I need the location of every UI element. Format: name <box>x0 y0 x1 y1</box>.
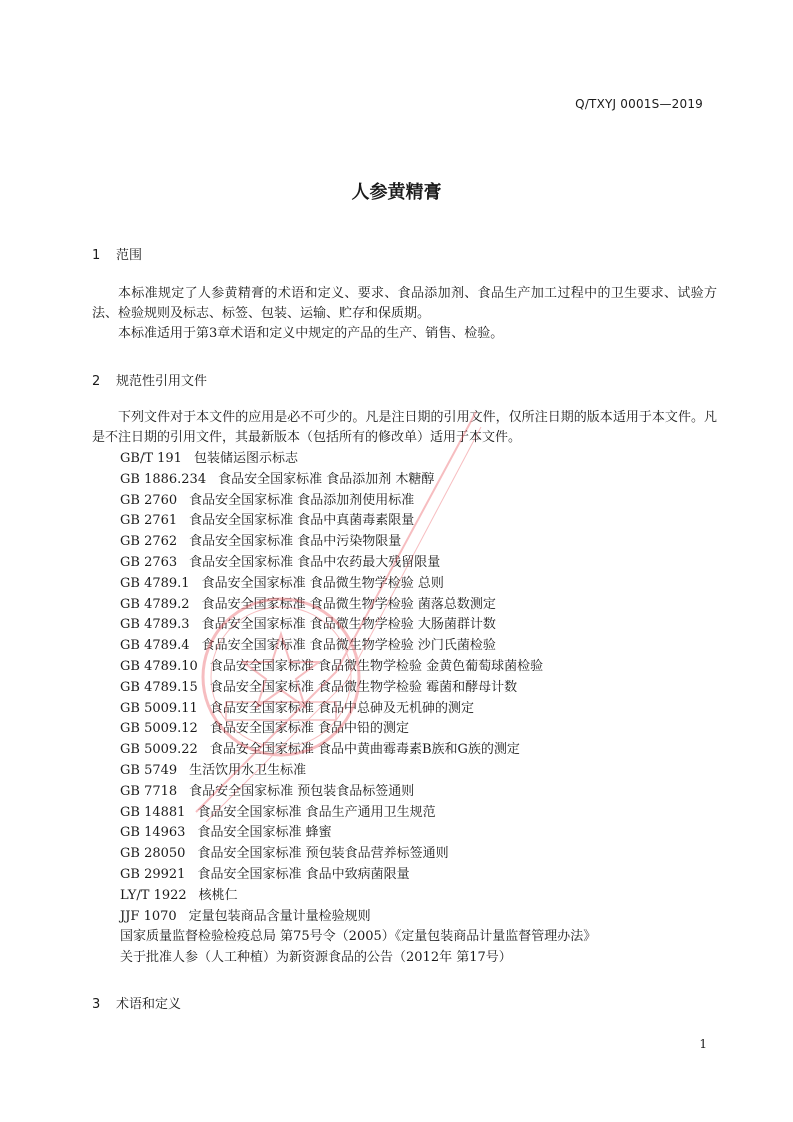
reference-title: 食品安全国家标准 预包装食品营养标签通则 <box>197 846 449 862</box>
reference-item <box>120 719 596 740</box>
reference-item <box>120 636 596 657</box>
reference-code: GB 4789.10 <box>120 658 198 674</box>
section-number: 1 <box>92 248 101 263</box>
reference-item <box>120 948 596 969</box>
standard-code: Q/TXYJ 0001S—2019 <box>575 97 703 111</box>
reference-item <box>120 615 596 636</box>
reference-code: GB 4789.3 <box>120 617 190 633</box>
reference-list <box>120 449 596 969</box>
section-title: 术语和定义 <box>116 997 182 1012</box>
reference-item <box>120 595 596 616</box>
reference-code: LY/T 1922 <box>120 887 187 903</box>
page-number: 1 <box>699 1037 707 1051</box>
reference-code: GB 7718 <box>120 783 178 799</box>
reference-title: 关于批准人参（人工种植）为新资源食品的公告（2012年 第17号） <box>120 950 512 966</box>
section-title: 范围 <box>116 248 143 263</box>
reference-code: GB 14963 <box>120 825 186 841</box>
reference-item <box>120 553 596 574</box>
reference-item <box>120 803 596 824</box>
reference-code: GB 5009.11 <box>120 700 198 716</box>
scope-paragraph-2: 本标准适用于第3章术语和定义中规定的产品的生产、销售、检验。 <box>118 326 504 341</box>
reference-title: 食品安全国家标准 食品微生物学检验 大肠菌群计数 <box>201 617 496 633</box>
reference-item <box>120 782 596 803</box>
reference-code: GB 4789.2 <box>120 596 190 612</box>
reference-title: 食品安全国家标准 食品中农药最大残留限量 <box>189 554 441 570</box>
section-title: 规范性引用文件 <box>116 374 208 389</box>
reference-item <box>120 678 596 699</box>
reference-title: 食品安全国家标准 食品中致病菌限量 <box>197 866 410 882</box>
reference-item <box>120 844 596 865</box>
reference-item <box>120 449 596 470</box>
section-number: 2 <box>92 374 101 389</box>
reference-title: 食品安全国家标准 食品微生物学检验 沙门氏菌检验 <box>201 638 496 654</box>
reference-title: 食品安全国家标准 食品微生物学检验 霉菌和酵母计数 <box>209 679 518 695</box>
reference-title: 食品安全国家标准 食品添加剂使用标准 <box>189 492 415 508</box>
reference-title: 食品安全国家标准 食品微生物学检验 菌落总数测定 <box>201 596 496 612</box>
reference-title: 食品安全国家标准 食品中总砷及无机砷的测定 <box>209 700 474 716</box>
document-title: 人参黄精膏 <box>351 182 442 203</box>
reference-item <box>120 865 596 886</box>
reference-item <box>120 886 596 907</box>
reference-code: GB 4789.4 <box>120 638 190 654</box>
reference-title: 食品安全国家标准 食品中污染物限量 <box>189 534 402 550</box>
reference-title: 食品安全国家标准 食品中真菌毒素限量 <box>189 513 415 529</box>
reference-code: GB 5009.22 <box>120 742 198 758</box>
reference-item <box>120 761 596 782</box>
reference-code: GB 2760 <box>120 492 178 508</box>
reference-item <box>120 927 596 948</box>
normative-intro-paragraph: 下列文件对于本文件的应用是必不可少的。凡是注日期的引用文件，仅所注日期的版本适用于本文件。凡是不注日期的引用文件，其最新版本（包括所有的修改单）适用于本文件。 <box>92 410 717 445</box>
reference-item <box>120 574 596 595</box>
reference-code: GB 29921 <box>120 866 186 882</box>
reference-item <box>120 699 596 720</box>
reference-item <box>120 470 596 491</box>
reference-title: 食品安全国家标准 食品中铅的测定 <box>209 721 409 737</box>
reference-item <box>120 823 596 844</box>
reference-title: 食品安全国家标准 蜂蜜 <box>197 825 332 841</box>
reference-code: GB/T 191 <box>120 451 182 466</box>
reference-code: GB 2762 <box>120 534 178 550</box>
reference-title: 食品安全国家标准 食品中黄曲霉毒素B族和G族的测定 <box>209 742 520 758</box>
reference-title: 生活饮用水卫生标准 <box>189 762 307 778</box>
reference-title: 食品安全国家标准 食品微生物学检验 总则 <box>201 575 444 591</box>
reference-code: GB 4789.15 <box>120 679 198 695</box>
reference-title: 国家质量监督检验检疫总局 第75号令（2005）《定量包装商品计量监督管理办法》 <box>120 929 597 945</box>
reference-code: GB 1886.234 <box>120 471 207 487</box>
reference-title: 食品安全国家标准 食品生产通用卫生规范 <box>197 804 436 820</box>
section-heading-scope <box>92 244 142 263</box>
reference-title: 食品安全国家标准 食品添加剂 木糖醇 <box>218 471 435 487</box>
section-heading-normative-references <box>92 370 207 389</box>
reference-title: 食品安全国家标准 食品微生物学检验 金黄色葡萄球菌检验 <box>209 658 544 674</box>
reference-code: GB 4789.1 <box>120 575 190 591</box>
reference-item <box>120 740 596 761</box>
reference-item <box>120 657 596 678</box>
reference-code: GB 5009.12 <box>120 721 198 737</box>
reference-item <box>120 907 596 928</box>
reference-item <box>120 511 596 532</box>
reference-title: 食品安全国家标准 预包装食品标签通则 <box>189 783 415 799</box>
reference-code: JJF 1070 <box>120 908 177 924</box>
reference-code: GB 28050 <box>120 846 186 862</box>
reference-code: GB 2761 <box>120 513 178 529</box>
reference-item <box>120 491 596 512</box>
scope-paragraph-1: 本标准规定了人参黄精膏的术语和定义、要求、食品添加剂、食品生产加工过程中的卫生要求、试验方法、检验规则及标志、标签、包装、运输、贮存和保质期。 <box>92 286 717 321</box>
reference-code: GB 14881 <box>120 804 186 820</box>
reference-title: 定量包装商品含量计量检验规则 <box>188 908 371 924</box>
section-heading-terms-definitions <box>92 993 181 1012</box>
section-number: 3 <box>92 997 101 1012</box>
reference-title: 包装储运图示标志 <box>193 451 298 466</box>
reference-code: GB 5749 <box>120 762 178 778</box>
reference-title: 核桃仁 <box>198 887 238 903</box>
reference-code: GB 2763 <box>120 554 178 570</box>
reference-item <box>120 532 596 553</box>
